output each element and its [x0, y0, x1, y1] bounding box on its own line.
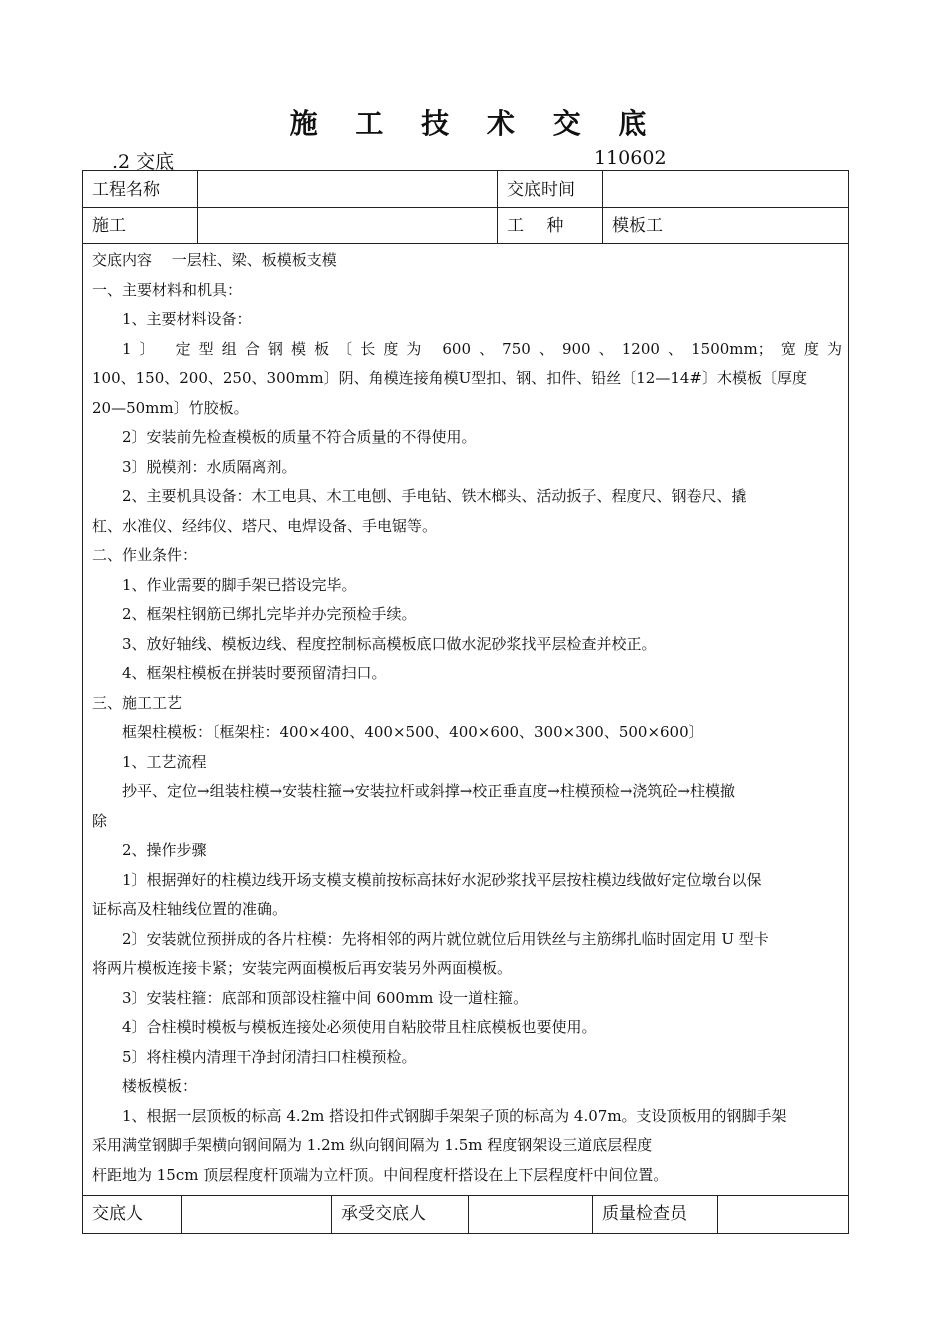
column-divider [592, 1195, 593, 1233]
content-line: 杆距地为 15cm 顶层程度杆顶端为立杆顶。中间程度杆搭设在上下层程度杆中间位置。 [92, 1165, 669, 1184]
content-line: 1、工艺流程 [122, 752, 207, 771]
content-line: 2、框架柱钢筋已绑扎完毕并办完预检手续。 [122, 605, 417, 623]
column-divider [602, 171, 603, 243]
content-line: 二、作业条件： [92, 546, 198, 564]
content-line: 1、作业需要的脚手架已搭设完毕。 [122, 575, 357, 594]
project-name-label: 工程名称 [92, 180, 160, 200]
content-line: 3、放好轴线、模板边线、程度控制标高模板底口做水泥砂浆找平层检查并校正。 [122, 634, 657, 653]
column-divider [468, 1195, 469, 1233]
content-line: 一、主要材料和机具： [92, 280, 243, 299]
column-divider [181, 1195, 182, 1233]
content-line: 5〕将柱模内清理干净封闭清扫口柱模预检。 [122, 1047, 417, 1066]
content-line: 2、主要机具设备：木工电具、木工电刨、手电钻、铁木榔头、活动扳子、程度尺、钢卷尺、撬 [122, 487, 747, 505]
column-divider [497, 171, 498, 243]
content-line: 将两片模板连接卡紧；安装完两面模板后再安装另外两面模板。 [92, 959, 513, 977]
disclosure-content [92, 246, 842, 1190]
row-divider [83, 1195, 848, 1196]
content-line: 4〕合柱模时模板与模板连接处必须使用自粘胶带且柱底模板也要使用。 [122, 1018, 597, 1036]
disclosure-time-label: 交底时间 [507, 180, 575, 200]
discloser-label: 交底人 [92, 1204, 143, 1224]
document-code: 110602 [594, 147, 667, 169]
content-line: 20—50mm〕竹胶板。 [92, 398, 249, 417]
content-line: 楼板模板： [122, 1077, 198, 1095]
disclosure-number-label: .2 交底 [112, 151, 175, 173]
content-line: 1〕 定型组合钢模板〔长度为 600、750、900、1200、1500mm；宽度为 [122, 339, 842, 358]
content-line: 2〕安装就位预拼成的各片柱模：先将相邻的两片就位就位后用铁丝与主筋绑扎临时固定用 U 型卡 [122, 929, 769, 948]
content-line: 3〕安装柱箍：底部和顶部设柱箍中间 600mm 设一道柱箍。 [122, 988, 529, 1007]
content-line: 1、根据一层顶板的标高 4.2m 搭设扣件式钢脚手架架子顶的标高为 4.07m。支设顶板用的钢脚手架 [122, 1106, 787, 1125]
content-line: 1〕根据弹好的柱模边线开场支模支模前按标高抹好水泥砂浆找平层按柱模边线做好定位墩台以保 [122, 870, 762, 889]
content-line: 抄平、定位→组装柱模→安装柱箍→安装拉杆或斜撑→校正垂直度→柱模预检→浇筑砼→柱模撤 [122, 782, 735, 800]
content-line: 100、150、200、250、300mm〕阴、角模连接角模U型扣、钢、扣件、铅丝〔12—14#〕木模板〔厚度 [92, 369, 807, 387]
column-divider [197, 171, 198, 243]
content-line: 交底内容 一层柱、梁、板模板支模 [92, 251, 337, 269]
disclosure-form [82, 170, 849, 1234]
content-line: 1、主要材料设备： [122, 310, 252, 328]
content-line: 证标高及柱轴线位置的准确。 [92, 900, 288, 918]
construction-label: 施工 [92, 216, 126, 236]
trade-value: 模板工 [612, 216, 663, 236]
trade-label: 工 种 [507, 216, 564, 236]
quality-inspector-label: 质量检查员 [602, 1204, 687, 1224]
page-title: 施 工 技 术 交 底 [289, 107, 661, 140]
content-line: 除 [92, 811, 108, 830]
column-divider [717, 1195, 718, 1233]
content-line: 3〕脱模剂：水质隔离剂。 [122, 457, 297, 476]
row-divider [83, 243, 848, 244]
content-line: 4、框架柱模板在拼装时要预留清扫口。 [122, 664, 387, 682]
content-line: 2、操作步骤 [122, 841, 207, 859]
content-line: 三、施工工艺 [92, 693, 183, 712]
content-line: 框架柱模板：〔框架柱：400×400、400×500、400×600、300×300、500×600〕 [122, 723, 704, 741]
receiver-label: 承受交底人 [341, 1204, 426, 1224]
content-line: 采用满堂钢脚手架横向钢间隔为 1.2m 纵向钢间隔为 1.5m 程度钢架设三道底层程度 [92, 1136, 653, 1154]
content-line: 2〕安装前先检查模板的质量不符合质量的不得使用。 [122, 428, 477, 446]
content-line: 杠、水准仪、经纬仪、塔尺、电焊设备、手电锯等。 [92, 516, 438, 535]
column-divider [331, 1195, 332, 1233]
